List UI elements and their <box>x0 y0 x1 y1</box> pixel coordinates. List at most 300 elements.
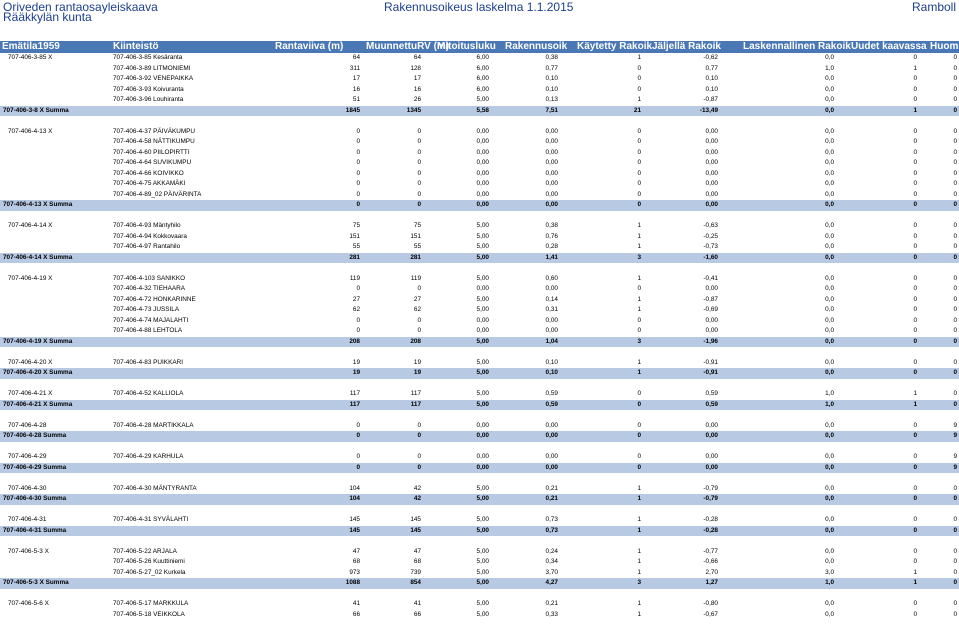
cell-rakennusoik: 0,60 <box>545 274 558 282</box>
cell-muunnettu: 0 <box>417 463 421 471</box>
cell-huom: 9 <box>953 453 957 460</box>
cell-rantaviiva: 0 <box>356 127 360 135</box>
cell-kaytetty: 3 <box>637 253 641 261</box>
summary-row <box>0 337 959 348</box>
cell-rakennusoik: 0,00 <box>545 327 558 334</box>
cell-ematila: 707-406-4-28 Summa <box>3 432 67 439</box>
cell-uudet: 1 <box>913 390 917 397</box>
cell-jaljella: 0,10 <box>705 75 718 82</box>
cell-mitoitusluku: 5,00 <box>476 274 489 282</box>
cell-kiinteisto: 707-406-4-60 PIILOPIRTTI <box>113 148 190 156</box>
cell-kaytetty: 3 <box>637 579 641 586</box>
cell-kaytetty: 0 <box>637 327 641 334</box>
report-title: Rakennusoikeus laskelma 1.1.2015 <box>384 0 574 14</box>
spacer-row <box>0 410 959 421</box>
cell-rantaviiva: 119 <box>349 274 360 282</box>
table-row <box>0 599 959 610</box>
cell-kiinteisto: 707-406-5-26 Kuuttiniemi <box>113 558 185 565</box>
cell-uudet: 0 <box>913 610 917 618</box>
cell-laskennallinen: 0,0 <box>825 369 834 376</box>
cell-mitoitusluku: 0,00 <box>476 327 489 334</box>
cell-uudet: 0 <box>913 169 917 177</box>
cell-huom: 0 <box>953 495 957 502</box>
cell-muunnettu: 41 <box>413 600 421 607</box>
cell-rakennusoik: 0,24 <box>545 547 558 555</box>
cell-jaljella: 0,00 <box>705 148 718 156</box>
cell-muunnettu: 19 <box>413 358 421 366</box>
cell-jaljella: -0,87 <box>703 96 718 103</box>
cell-rakennusoik: 4,27 <box>545 579 558 586</box>
cell-rakennusoik: 0,21 <box>545 495 558 502</box>
cell-jaljella: -0,80 <box>703 600 718 607</box>
spacer-row <box>0 536 959 547</box>
cell-rantaviiva: 47 <box>352 547 360 555</box>
cell-laskennallinen: 0,0 <box>825 495 834 502</box>
table-row <box>0 421 959 432</box>
cell-rakennusoik: 0,00 <box>545 169 558 177</box>
cell-uudet: 0 <box>913 96 917 103</box>
cell-laskennallinen: 0,0 <box>825 453 834 460</box>
spacer-row <box>0 442 959 453</box>
cell-jaljella: -0,79 <box>703 484 718 492</box>
cell-huom: 0 <box>953 400 957 408</box>
cell-jaljella: 0,00 <box>705 190 718 198</box>
cell-muunnettu: 854 <box>410 579 421 586</box>
cell-rantaviiva: 0 <box>356 421 360 429</box>
cell-rakennusoik: 3,70 <box>545 568 558 576</box>
summary-row <box>0 106 959 117</box>
cell-kaytetty: 1 <box>637 568 641 576</box>
cell-kaytetty: 0 <box>637 285 641 292</box>
cell-rakennusoik: 0,00 <box>545 432 558 439</box>
cell-kaytetty: 1 <box>637 610 641 618</box>
cell-laskennallinen: 0,0 <box>825 274 834 282</box>
cell-uudet: 0 <box>913 547 917 555</box>
cell-uudet: 0 <box>913 232 917 240</box>
cell-laskennallinen: 0,0 <box>825 85 834 93</box>
cell-mitoitusluku: 5,00 <box>476 337 489 345</box>
cell-laskennallinen: 0,0 <box>825 285 834 292</box>
cell-laskennallinen: 0,0 <box>825 96 834 103</box>
cell-rantaviiva: 1088 <box>345 579 360 586</box>
cell-muunnettu: 0 <box>417 421 421 429</box>
cell-mitoitusluku: 0,00 <box>476 148 489 156</box>
cell-jaljella: -0,69 <box>703 306 718 313</box>
table-row <box>0 358 959 369</box>
cell-laskennallinen: 0,0 <box>825 316 834 324</box>
cell-ematila: 707-406-4-29 Summa <box>3 463 67 471</box>
spacer-row <box>0 473 959 484</box>
cell-huom: 0 <box>953 547 957 555</box>
cell-kaytetty: 0 <box>637 169 641 177</box>
cell-rantaviiva: 1845 <box>345 106 360 114</box>
cell-mitoitusluku: 5,00 <box>476 547 489 555</box>
cell-muunnettu: 0 <box>417 169 421 177</box>
cell-huom: 0 <box>953 127 957 135</box>
table-row <box>0 452 959 463</box>
cell-huom: 0 <box>953 222 957 229</box>
cell-laskennallinen: 0,0 <box>825 337 834 345</box>
col-header-muunnettu: MuunnettuRV (m) <box>366 41 450 52</box>
cell-rakennusoik: 7,51 <box>545 106 558 114</box>
cell-kiinteisto: 707-406-4-88 LEHTOLA <box>113 327 183 334</box>
cell-rantaviiva: 208 <box>349 337 360 345</box>
col-header-uudet: Uudet kaavassa <box>851 41 927 52</box>
cell-muunnettu: 0 <box>417 159 421 166</box>
cell-ematila: 707-406-4-31 <box>8 516 47 523</box>
cell-mitoitusluku: 5,00 <box>476 358 489 366</box>
cell-laskennallinen: 3,0 <box>825 568 834 576</box>
cell-mitoitusluku: 5,00 <box>476 400 489 408</box>
cell-uudet: 0 <box>913 253 917 261</box>
cell-kiinteisto: 707-406-4-93 Mäntyhilo <box>113 222 181 229</box>
cell-mitoitusluku: 5,00 <box>476 390 489 397</box>
col-header-ematila: Emätila1959 <box>2 41 60 52</box>
cell-kiinteisto: 707-406-4-64 SUVIKUMPU <box>113 159 192 166</box>
cell-huom: 0 <box>953 337 957 345</box>
cell-uudet: 0 <box>913 463 917 471</box>
cell-huom: 0 <box>953 54 957 61</box>
cell-rantaviiva: 145 <box>349 526 360 534</box>
column-header-bar <box>0 41 959 53</box>
cell-ematila: 707-406-4-30 <box>8 484 47 492</box>
cell-rantaviiva: 117 <box>349 400 360 408</box>
cell-rakennusoik: 0,21 <box>545 600 558 607</box>
cell-uudet: 0 <box>913 243 917 250</box>
cell-mitoitusluku: 5,00 <box>476 306 489 313</box>
cell-rantaviiva: 51 <box>352 96 360 103</box>
cell-huom: 0 <box>953 579 957 586</box>
cell-huom: 0 <box>953 316 957 324</box>
cell-rantaviiva: 0 <box>356 190 360 198</box>
cell-rantaviiva: 311 <box>349 64 360 72</box>
cell-uudet: 0 <box>913 306 917 313</box>
cell-rantaviiva: 27 <box>352 295 360 303</box>
cell-muunnettu: 27 <box>413 295 421 303</box>
cell-laskennallinen: 0,0 <box>825 106 834 114</box>
cell-kaytetty: 0 <box>637 453 641 460</box>
cell-ematila: 707-406-4-31 Summa <box>3 526 67 534</box>
cell-rantaviiva: 16 <box>352 85 360 93</box>
cell-rakennusoik: 0,10 <box>545 369 558 376</box>
cell-laskennallinen: 0,0 <box>825 600 834 607</box>
spacer-row <box>0 589 959 600</box>
cell-muunnettu: 208 <box>410 337 421 345</box>
cell-uudet: 0 <box>913 295 917 303</box>
cell-jaljella: 1,27 <box>705 579 718 586</box>
cell-ematila: 707-406-4-30 Summa <box>3 495 67 502</box>
summary-row <box>0 494 959 505</box>
cell-mitoitusluku: 0,00 <box>476 316 489 324</box>
cell-uudet: 0 <box>913 432 917 439</box>
cell-rakennusoik: 1,41 <box>545 253 558 261</box>
cell-kiinteisto: 707-406-4-37 PÄIVÄKUMPU <box>113 127 196 135</box>
cell-ematila: 707-406-4-21 X <box>8 390 53 397</box>
cell-jaljella: -13,49 <box>699 106 718 114</box>
org-line-1: Oriveden rantaosayleiskaava <box>3 0 158 14</box>
cell-kiinteisto: 707-406-4-75 AKKAMÄKI <box>113 180 186 187</box>
cell-uudet: 0 <box>913 421 917 429</box>
cell-laskennallinen: 0,0 <box>825 127 834 135</box>
cell-laskennallinen: 0,0 <box>825 610 834 618</box>
cell-muunnettu: 119 <box>410 274 421 282</box>
table-row <box>0 95 959 106</box>
cell-laskennallinen: 0,0 <box>825 169 834 177</box>
table-row <box>0 232 959 243</box>
cell-kaytetty: 0 <box>637 316 641 324</box>
cell-uudet: 0 <box>913 358 917 366</box>
cell-muunnettu: 42 <box>413 484 421 492</box>
cell-uudet: 0 <box>913 85 917 93</box>
cell-muunnettu: 145 <box>410 526 421 534</box>
cell-muunnettu: 281 <box>410 253 421 261</box>
cell-jaljella: 0,00 <box>705 316 718 324</box>
col-header-rakennusoik: Rakennusoik <box>505 41 568 52</box>
cell-rakennusoik: 0,14 <box>545 295 558 303</box>
table-row <box>0 326 959 337</box>
cell-rantaviiva: 19 <box>352 358 360 366</box>
spacer-row <box>0 211 959 222</box>
cell-jaljella: 0,00 <box>705 453 718 460</box>
spacer-row <box>0 263 959 274</box>
cell-rantaviiva: 66 <box>352 610 360 618</box>
cell-rantaviiva: 0 <box>356 316 360 324</box>
cell-muunnettu: 0 <box>417 316 421 324</box>
cell-laskennallinen: 0,0 <box>825 159 834 166</box>
cell-rantaviiva: 0 <box>356 463 360 471</box>
cell-rakennusoik: 0,00 <box>545 138 558 145</box>
cell-mitoitusluku: 6,00 <box>476 64 489 72</box>
cell-kaytetty: 0 <box>637 190 641 198</box>
cell-uudet: 0 <box>913 369 917 376</box>
cell-huom: 0 <box>953 390 957 397</box>
cell-muunnettu: 19 <box>413 369 421 376</box>
col-header-laskennallinen: Laskennallinen Rakoik <box>743 41 851 52</box>
cell-rantaviiva: 104 <box>349 495 360 502</box>
cell-rakennusoik: 0,00 <box>545 285 558 292</box>
cell-rantaviiva: 0 <box>356 432 360 439</box>
cell-kiinteisto: 707-406-4-29 KARHULA <box>113 453 184 460</box>
cell-jaljella: -1,60 <box>703 253 718 261</box>
summary-row <box>0 431 959 442</box>
cell-kaytetty: 0 <box>637 390 641 397</box>
cell-muunnettu: 151 <box>410 232 421 240</box>
cell-uudet: 0 <box>913 274 917 282</box>
cell-rakennusoik: 1,04 <box>545 337 558 345</box>
cell-rakennusoik: 0,73 <box>545 526 558 534</box>
cell-huom: 0 <box>953 306 957 313</box>
cell-laskennallinen: 0,0 <box>825 432 834 439</box>
cell-huom: 0 <box>953 253 957 261</box>
table-row <box>0 547 959 558</box>
cell-mitoitusluku: 6,00 <box>476 85 489 93</box>
cell-mitoitusluku: 5,00 <box>476 295 489 303</box>
table-row <box>0 221 959 232</box>
cell-muunnettu: 0 <box>417 190 421 198</box>
report-header <box>0 0 959 40</box>
cell-laskennallinen: 0,0 <box>825 253 834 261</box>
cell-jaljella: -0,91 <box>703 369 718 376</box>
cell-huom: 0 <box>953 295 957 303</box>
cell-muunnettu: 0 <box>417 453 421 460</box>
cell-uudet: 0 <box>913 54 917 61</box>
cell-huom: 0 <box>953 64 957 72</box>
cell-rakennusoik: 0,00 <box>545 201 558 208</box>
cell-huom: 0 <box>953 201 957 208</box>
summary-row <box>0 253 959 264</box>
cell-muunnettu: 117 <box>410 390 421 397</box>
col-header-huom: Huom <box>930 41 959 52</box>
cell-muunnettu: 75 <box>413 222 421 229</box>
cell-kiinteisto: 707-406-4-72 HONKARINNE <box>113 295 196 303</box>
cell-rakennusoik: 0,33 <box>545 610 558 618</box>
cell-rantaviiva: 0 <box>356 148 360 156</box>
cell-huom: 0 <box>953 610 957 618</box>
cell-rantaviiva: 17 <box>352 75 360 82</box>
cell-rakennusoik: 0,31 <box>545 306 558 313</box>
cell-rakennusoik: 0,00 <box>545 180 558 187</box>
cell-jaljella: 0,59 <box>705 390 718 397</box>
cell-laskennallinen: 0,0 <box>825 148 834 156</box>
col-header-mitoitusluku: Mitoitusluku <box>437 41 496 52</box>
cell-kaytetty: 1 <box>637 222 641 229</box>
cell-rakennusoik: 0,00 <box>545 159 558 166</box>
cell-huom: 9 <box>953 432 957 439</box>
cell-kaytetty: 0 <box>637 432 641 439</box>
table-row <box>0 158 959 169</box>
cell-kaytetty: 1 <box>637 243 641 250</box>
cell-rakennusoik: 0,10 <box>545 85 558 93</box>
cell-rantaviiva: 973 <box>349 568 360 576</box>
cell-uudet: 1 <box>913 64 917 72</box>
cell-jaljella: -0,67 <box>703 610 718 618</box>
cell-laskennallinen: 0,0 <box>825 201 834 208</box>
cell-kaytetty: 0 <box>637 85 641 93</box>
cell-uudet: 0 <box>913 337 917 345</box>
cell-kaytetty: 1 <box>637 54 641 61</box>
cell-rakennusoik: 0,13 <box>545 96 558 103</box>
cell-laskennallinen: 0,0 <box>825 327 834 334</box>
cell-mitoitusluku: 0,00 <box>476 463 489 471</box>
col-header-kiinteisto: Kiinteistö <box>113 41 159 52</box>
table-row <box>0 179 959 190</box>
cell-jaljella: -1,96 <box>703 337 718 345</box>
cell-rantaviiva: 68 <box>352 558 360 565</box>
summary-row <box>0 200 959 211</box>
cell-ematila: 707-406-5-3 X Summa <box>3 579 69 586</box>
cell-rakennusoik: 0,00 <box>545 316 558 324</box>
cell-muunnettu: 68 <box>413 558 421 565</box>
cell-rantaviiva: 104 <box>349 484 360 492</box>
cell-huom: 0 <box>953 169 957 177</box>
cell-kaytetty: 1 <box>637 558 641 565</box>
cell-rakennusoik: 0,10 <box>545 75 558 82</box>
cell-uudet: 0 <box>913 600 917 607</box>
table-row <box>0 515 959 526</box>
cell-muunnettu: 0 <box>417 201 421 208</box>
cell-mitoitusluku: 5,00 <box>476 558 489 565</box>
cell-mitoitusluku: 0,00 <box>476 169 489 177</box>
cell-muunnettu: 16 <box>413 85 421 93</box>
cell-rakennusoik: 0,00 <box>545 463 558 471</box>
cell-rakennusoik: 0,77 <box>545 64 558 72</box>
cell-kiinteisto: 707-406-4-94 Kokkovaara <box>113 232 187 240</box>
cell-laskennallinen: 0,0 <box>825 516 834 523</box>
cell-kaytetty: 1 <box>637 547 641 555</box>
cell-rantaviiva: 0 <box>356 201 360 208</box>
cell-huom: 0 <box>953 159 957 166</box>
cell-laskennallinen: 0,0 <box>825 190 834 198</box>
cell-kaytetty: 1 <box>637 484 641 492</box>
cell-rantaviiva: 151 <box>349 232 360 240</box>
cell-uudet: 0 <box>913 127 917 135</box>
cell-uudet: 0 <box>913 495 917 502</box>
cell-laskennallinen: 0,0 <box>825 222 834 229</box>
cell-uudet: 0 <box>913 148 917 156</box>
cell-rantaviiva: 19 <box>352 369 360 376</box>
table-row <box>0 316 959 327</box>
cell-jaljella: 0,00 <box>705 201 718 208</box>
cell-laskennallinen: 0,0 <box>825 558 834 565</box>
cell-kaytetty: 0 <box>637 138 641 145</box>
cell-kiinteisto: 707-406-4-66 KOIVIKKO <box>113 169 184 177</box>
cell-ematila: 707-406-3-85 X <box>8 54 53 61</box>
cell-mitoitusluku: 0,00 <box>476 453 489 460</box>
cell-rakennusoik: 0,59 <box>545 390 558 397</box>
cell-ematila: 707-406-5-3 X <box>8 547 49 555</box>
cell-huom: 0 <box>953 600 957 607</box>
cell-kaytetty: 0 <box>637 148 641 156</box>
cell-rakennusoik: 0,28 <box>545 243 558 250</box>
cell-huom: 0 <box>953 568 957 576</box>
cell-mitoitusluku: 6,00 <box>476 54 489 61</box>
cell-rakennusoik: 0,21 <box>545 484 558 492</box>
cell-jaljella: 2,70 <box>705 568 718 576</box>
cell-kiinteisto: 707-406-4-83 PUIKKARI <box>113 358 183 366</box>
cell-rantaviiva: 0 <box>356 327 360 334</box>
cell-huom: 9 <box>953 463 957 471</box>
cell-rantaviiva: 0 <box>356 180 360 187</box>
cell-rakennusoik: 0,34 <box>545 558 558 565</box>
cell-laskennallinen: 0,0 <box>825 484 834 492</box>
cell-kaytetty: 1 <box>637 516 641 523</box>
cell-rakennusoik: 0,38 <box>545 54 558 61</box>
cell-jaljella: 0,10 <box>705 85 718 93</box>
table-row <box>0 85 959 96</box>
cell-kaytetty: 3 <box>637 337 641 345</box>
cell-rakennusoik: 0,59 <box>545 400 558 408</box>
cell-kiinteisto: 707-406-3-89 LITMONIEMI <box>113 64 191 72</box>
cell-kaytetty: 0 <box>637 463 641 471</box>
cell-uudet: 0 <box>913 222 917 229</box>
cell-jaljella: 0,00 <box>705 127 718 135</box>
cell-huom: 0 <box>953 369 957 376</box>
cell-mitoitusluku: 0,00 <box>476 285 489 292</box>
cell-huom: 0 <box>953 327 957 334</box>
cell-kiinteisto: 707-406-3-85 Kesäranta <box>113 54 183 61</box>
cell-ematila: 707-406-4-19 X Summa <box>3 337 73 345</box>
cell-mitoitusluku: 5,00 <box>476 516 489 523</box>
cell-mitoitusluku: 0,00 <box>476 421 489 429</box>
cell-jaljella: 0,00 <box>705 138 718 145</box>
table-row <box>0 295 959 306</box>
cell-ematila: 707-406-4-14 X <box>8 222 53 229</box>
cell-jaljella: 0,00 <box>705 463 718 471</box>
cell-kaytetty: 1 <box>637 306 641 313</box>
cell-rakennusoik: 0,10 <box>545 358 558 366</box>
cell-muunnettu: 0 <box>417 127 421 135</box>
cell-kiinteisto: 707-406-5-18 VEIKKOLA <box>113 610 185 618</box>
